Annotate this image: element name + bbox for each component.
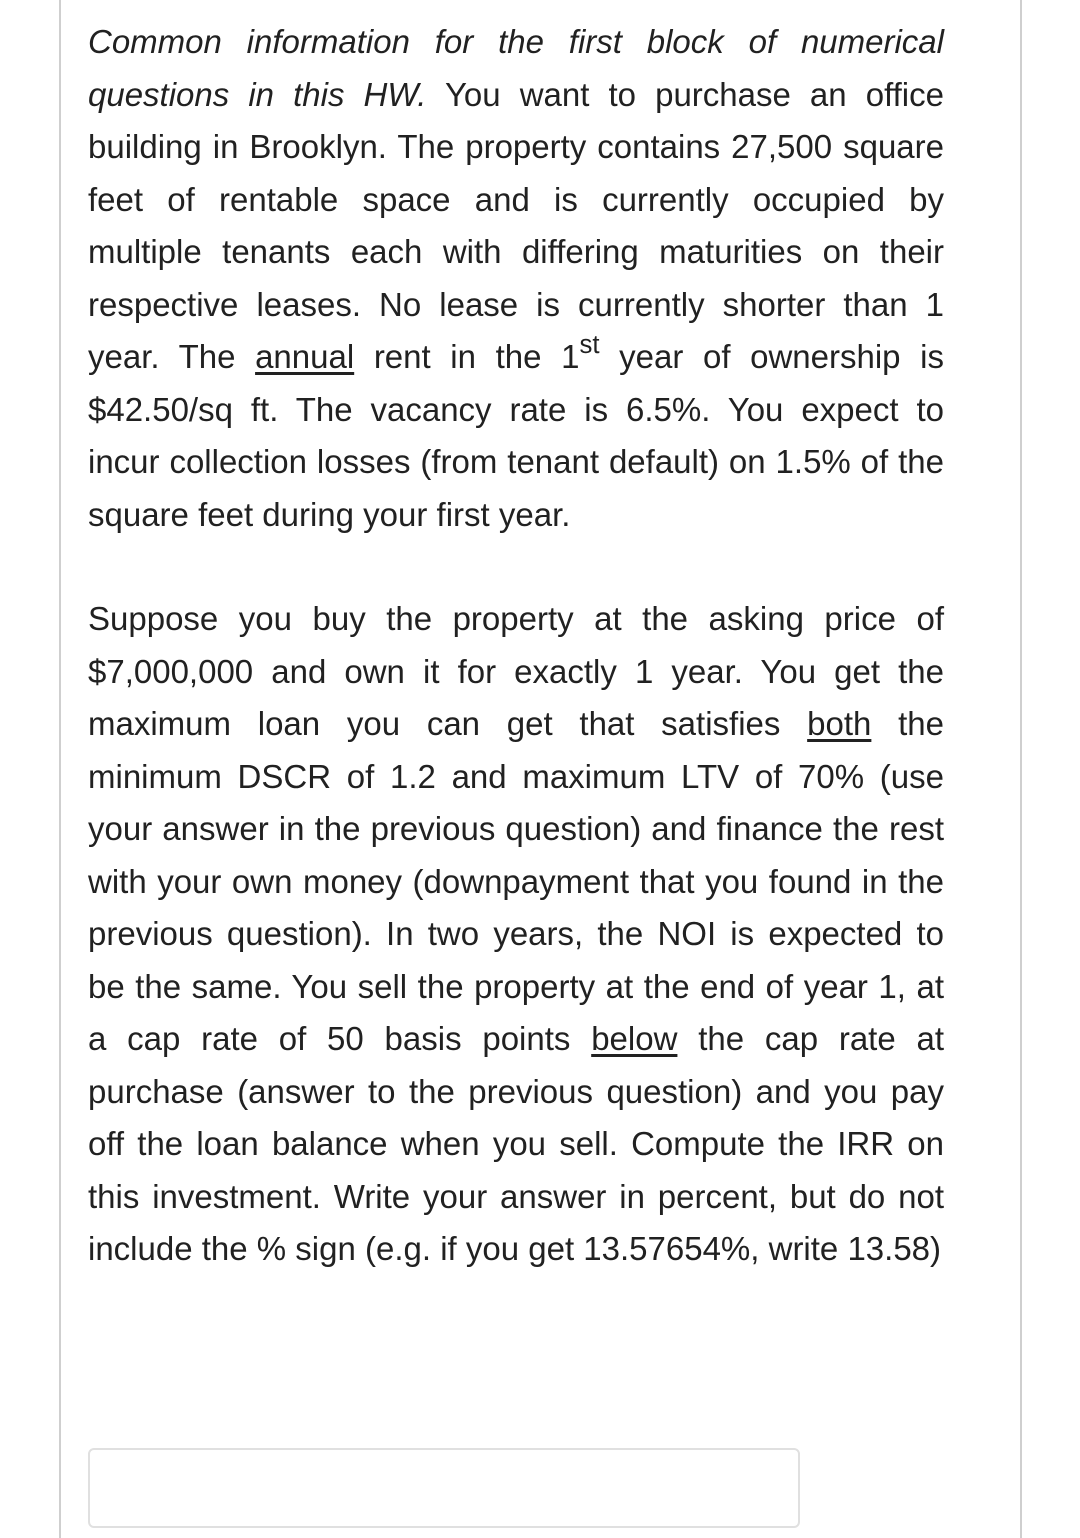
underlined-both: both — [807, 705, 872, 742]
question-paragraph-2 — [88, 593, 944, 1276]
p1-text-b: rent in the 1 — [354, 338, 580, 375]
intro-italic-text: Common information for the first block of numerical questions in this HW. — [88, 23, 944, 113]
superscript-st: st — [579, 330, 600, 359]
underlined-below: below — [591, 1020, 678, 1057]
question-text — [88, 16, 944, 1276]
p2-text-a: Suppose you buy the property at the asking price of $7,000,000 and own it for exactly 1 year. You get the maximum loan you can get that satisfies — [88, 600, 944, 742]
answer-input[interactable] — [88, 1448, 800, 1528]
question-card — [59, 0, 1022, 1538]
p1-text-a: You want to purchase an office building in Brooklyn. The property contains 27,500 square feet of rentable space and is currently occupied by multiple tenants each with differing maturities on their respective leases. No lease is currently shorter than 1 year. The — [88, 75, 944, 375]
underlined-annual: annual — [255, 338, 355, 375]
p1-text-c: year of ownership is $42.50/sq ft. The vacancy rate is 6.5%. You expect to incur collection losses (from tenant default) on 1.5% of the square feet during your first year. — [88, 338, 944, 533]
question-paragraph-1 — [88, 16, 944, 541]
p2-text-c: the cap rate at purchase (answer to the previous question) and you pay off the loan balance when you sell. Compute the IRR on this investment. Write your answer in percent, but do not include the % sign (e.g. if you get 13.57654%, write 13.58) — [88, 1020, 944, 1267]
p2-text-b: the minimum DSCR of 1.2 and maximum LTV of 70% (use your answer in the previous question) and finance the rest with your own money (downpayment that you found in the previous question). In two years, the NOI is expected to be the same. You sell the property at the end of year 1, at a cap rate of 50 basis points — [88, 705, 944, 1057]
